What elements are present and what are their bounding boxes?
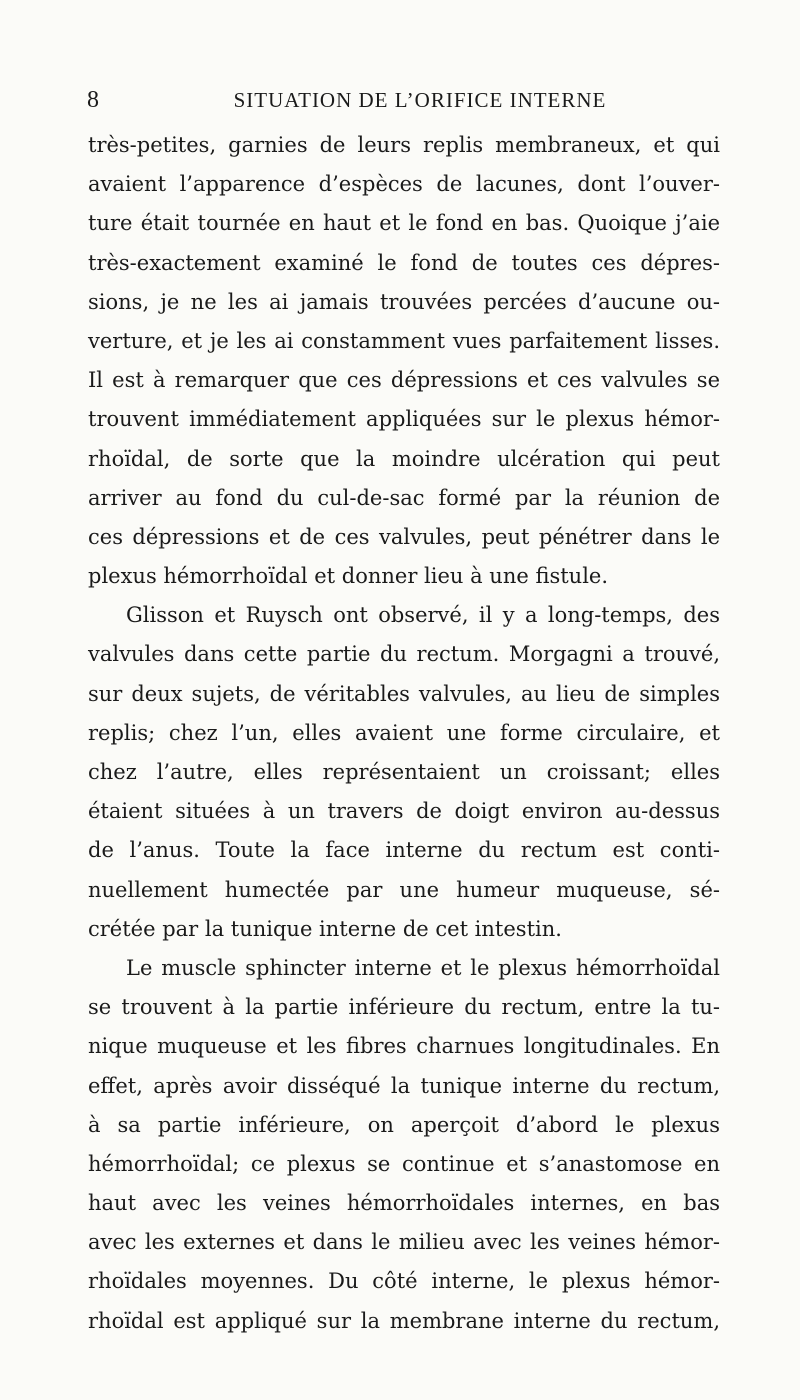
text-line: étaient situées à un travers de doigt environ au-dessus (88, 799, 720, 824)
text-line: replis; chez l’un, elles avaient une forme circulaire, et (88, 720, 720, 745)
text-line: ture était tournée en haut et le fond en bas. Quoique j’aie (88, 211, 720, 236)
text-line: effet, après avoir disséqué la tunique interne du rectum, (88, 1073, 720, 1098)
text-line: valvules dans cette partie du rectum. Morgagni a trouvé, (88, 642, 720, 667)
text-line: trouvent immédiatement appliquées sur le plexus hémor- (88, 407, 720, 432)
text-line: rhoïdal, de sorte que la moindre ulcération qui peut (88, 446, 720, 471)
text-line: rhoïdal est appliqué sur la membrane interne du rectum, (88, 1308, 720, 1333)
text-line: avec les externes et dans le milieu avec les veines hémor- (88, 1230, 720, 1255)
text-line: ces dépressions et de ces valvules, peut pénétrer dans le (88, 524, 720, 549)
text-line: arriver au fond du cul-de-sac formé par la réunion de (88, 485, 720, 510)
text-line: crétée par la tunique interne de cet intestin. (88, 916, 562, 941)
text-line: verture, et je les ai constamment vues parfaitement lisses. (88, 328, 720, 353)
body-text (88, 126, 720, 1341)
page-header (87, 83, 717, 117)
text-line: Il est à remarquer que ces dépressions et ces valvules se (88, 368, 720, 393)
text-line: de l’anus. Toute la face interne du rectum est conti- (88, 838, 720, 863)
text-line: rhoïdales moyennes. Du côté interne, le plexus hémor- (88, 1269, 720, 1294)
text-line: à sa partie inférieure, on aperçoit d’abord le plexus (88, 1112, 720, 1137)
text-line: plexus hémorrhoïdal et donner lieu à une fistule. (88, 564, 609, 589)
text-line: hémorrhoïdal; ce plexus se continue et s’anastomose en (88, 1151, 720, 1176)
text-line: haut avec les veines hémorrhoïdales internes, en bas (88, 1191, 720, 1216)
text-line: très-petites, garnies de leurs replis membraneux, et qui (88, 133, 720, 157)
text-line: sur deux sujets, de véritables valvules, au lieu de simples (88, 681, 720, 706)
text-line: très-exactement examiné le fond de toutes ces dépres- (88, 250, 720, 275)
text-line: nuellement humectée par une humeur muqueuse, sé- (88, 877, 720, 902)
text-line: avaient l’apparence d’espèces de lacunes, dont l’ouver- (88, 172, 720, 197)
text-line: nique muqueuse et les fibres charnues longitudinales. En (88, 1034, 720, 1059)
running-head: SITUATION DE L’ORIFICE INTERNE (233, 88, 607, 112)
paragraph-first-line: Le muscle sphincter interne et le plexus hémorrhoïdal (126, 955, 720, 980)
page-number: 8 (87, 87, 99, 113)
text-line: sions, je ne les ai jamais trouvées percées d’aucune ou- (88, 289, 720, 314)
text-line: se trouvent à la partie inférieure du rectum, entre la tu- (88, 995, 720, 1020)
text-line: chez l’autre, elles représentaient un croissant; elles (88, 760, 720, 784)
paragraph-first-line: Glisson et Ruysch ont observé, il y a long-temps, des (126, 603, 720, 628)
